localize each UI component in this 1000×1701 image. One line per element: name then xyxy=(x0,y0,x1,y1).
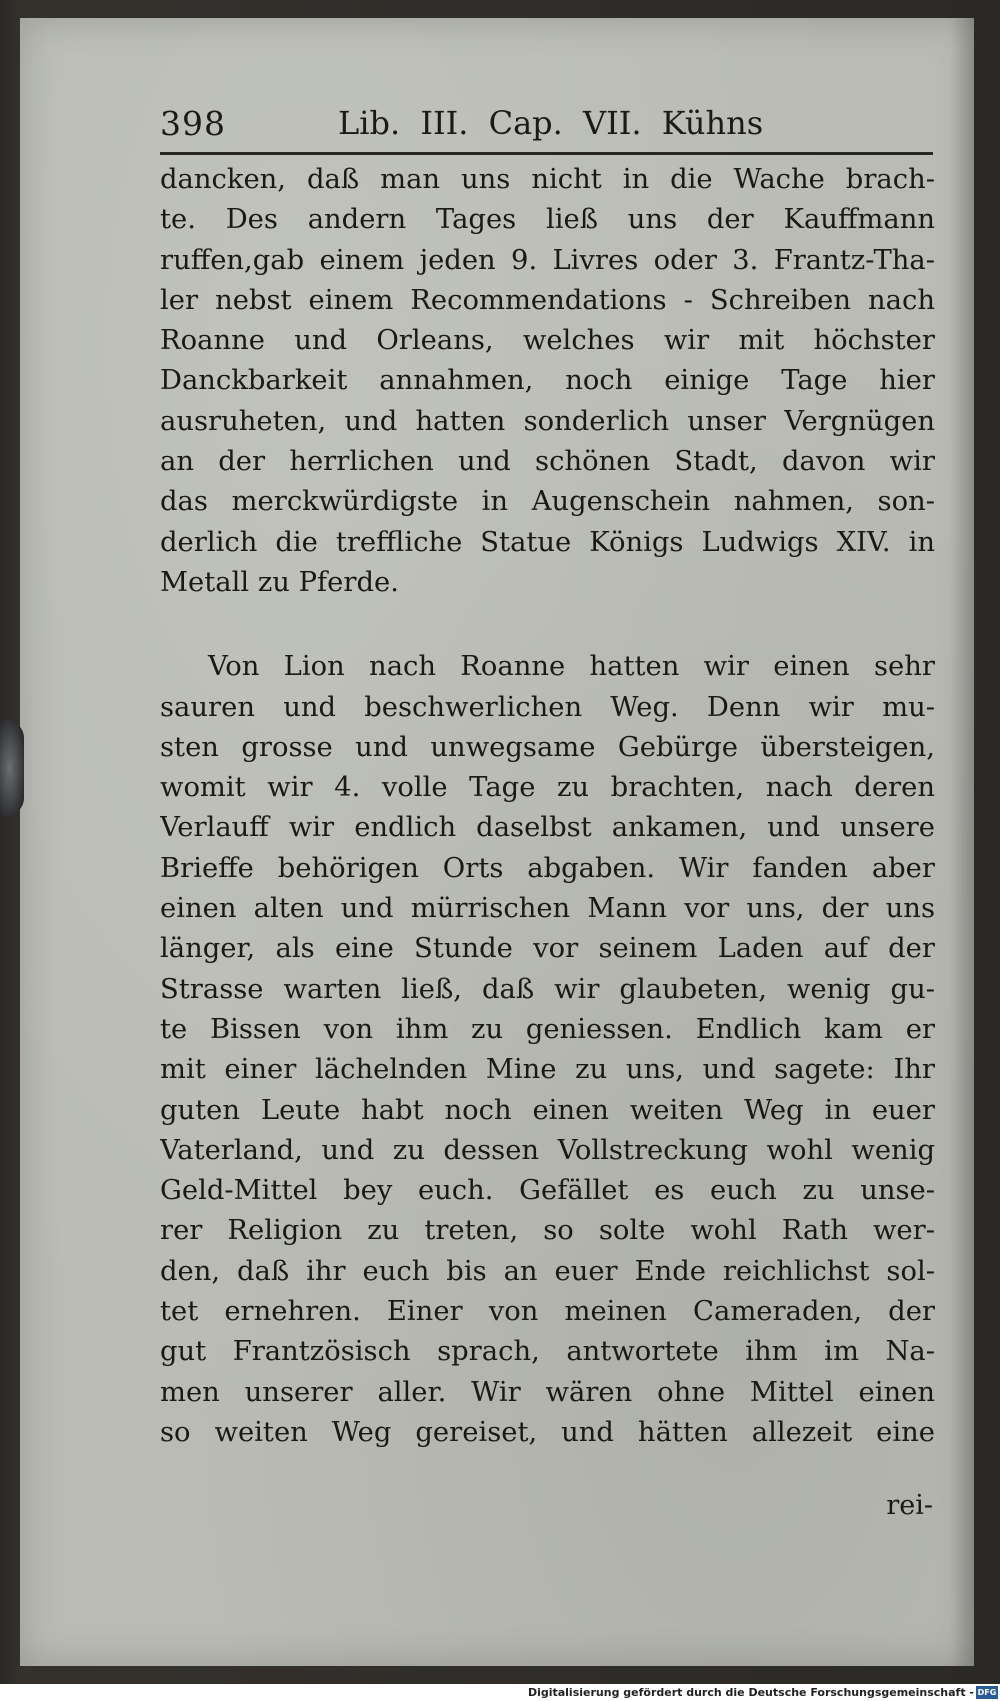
running-head: Lib. III. Cap. VII. Kühns xyxy=(338,104,764,142)
text-line: gut Frantzösisch sprach, antwortete ihm im Na- xyxy=(160,1336,935,1368)
text-line: derlich die treffliche Statue Königs Ludwigs XIV. in xyxy=(160,526,935,558)
text-line: Geld-Mittel bey euch. Gefället es euch zu unse- xyxy=(160,1175,935,1207)
text-line: rer Religion zu treten, so solte wohl Rath wer- xyxy=(160,1215,935,1247)
text-line: Von Lion nach Roanne hatten wir einen sehr xyxy=(208,651,935,683)
paragraph-1 xyxy=(160,160,935,603)
text-line: te. Des andern Tages ließ uns der Kauffmann xyxy=(160,204,935,236)
text-line: Roanne und Orleans, welches wir mit höchster xyxy=(160,325,935,357)
page-edge-shadow xyxy=(950,18,974,1666)
text-line: ler nebst einem Recommendations - Schreiben nach xyxy=(160,284,935,316)
text-line: womit wir 4. volle Tage zu brachten, nach deren xyxy=(160,772,935,804)
text-line: Metall zu Pferde. xyxy=(160,566,399,598)
text-line: das merckwürdigste in Augenschein nahmen, son- xyxy=(160,486,935,518)
body-text xyxy=(160,160,935,1453)
paragraph-2 xyxy=(160,647,935,1453)
text-line: ruffen,gab einem jeden 9. Livres oder 3. Frantz-Tha- xyxy=(160,244,935,276)
footer-credit: Digitalisierung gefördert durch die Deutsche Forschungsgemeinschaft - xyxy=(527,1686,974,1699)
text-line: Verlauff wir endlich daselbst ankamen, und unsere xyxy=(160,812,935,844)
text-line: Vaterland, und zu dessen Vollstreckung wohl wenig xyxy=(160,1134,935,1166)
text-line: Brieffe behörigen Orts abgaben. Wir fanden aber xyxy=(160,852,935,884)
header-rule xyxy=(160,152,933,155)
dfg-logo-icon: DFG xyxy=(977,1688,997,1697)
text-line: sauren und beschwerlichen Weg. Denn wir mu- xyxy=(160,691,935,723)
text-line: einen alten und mürrischen Mann vor uns, der uns xyxy=(160,893,935,925)
book-clasp xyxy=(0,720,24,816)
text-line: tet ernehren. Einer von meinen Cameraden, der xyxy=(160,1296,935,1328)
text-line: an der herrlichen und schönen Stadt, davon wir xyxy=(160,446,935,478)
digitization-footer xyxy=(0,1684,1000,1701)
text-line: den, daß ihr euch bis an euer Ende reichlichst sol- xyxy=(160,1255,935,1287)
text-line: mit einer lächelnden Mine zu uns, und sagete: Ihr xyxy=(160,1054,935,1086)
catchword: rei- xyxy=(886,1490,933,1521)
paragraph-gap xyxy=(160,603,935,647)
text-line: guten Leute habt noch einen weiten Weg in euer xyxy=(160,1094,935,1126)
text-line: sten grosse und unwegsame Gebürge übersteigen, xyxy=(160,731,935,763)
text-line: so weiten Weg gereiset, und hätten allezeit eine xyxy=(160,1416,935,1448)
text-line: ausruheten, und hatten sonderlich unser Vergnügen xyxy=(160,405,935,437)
text-line: Strasse warten ließ, daß wir glaubeten, wenig gu- xyxy=(160,973,935,1005)
text-line: Danckbarkeit annahmen, noch einige Tage hier xyxy=(160,365,935,397)
text-line: länger, als eine Stunde vor seinem Laden auf der xyxy=(160,933,935,965)
page-header xyxy=(160,100,932,150)
page-number: 398 xyxy=(160,104,226,143)
text-line: dancken, daß man uns nicht in die Wache brach- xyxy=(160,164,935,195)
text-line: te Bissen von ihm zu geniessen. Endlich kam er xyxy=(160,1013,935,1045)
text-line: men unserer aller. Wir wären ohne Mittel einen xyxy=(160,1376,935,1408)
